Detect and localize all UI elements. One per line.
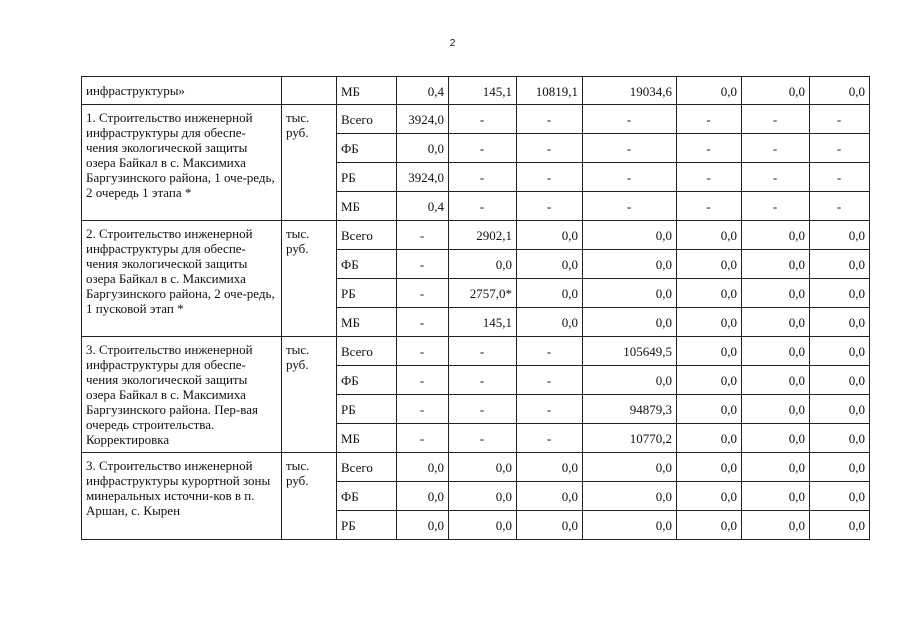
value-cell: 10770,2: [583, 424, 677, 453]
value-cell: 0,0: [517, 221, 583, 250]
project-name: инфраструктуры»: [82, 77, 282, 105]
value-cell: 0,0: [583, 250, 677, 279]
value-cell: 0,0: [583, 308, 677, 337]
table-row: [82, 105, 870, 134]
value-cell: 0,0: [517, 279, 583, 308]
value-cell: -: [517, 163, 583, 192]
project-name: 2. Строительство инженерной инфраструктуры для обеспе-чения экологической защиты озера Байкал в с. Максимиха Баргузинского района, 2 оче-редь, 1 пусковой этап *: [82, 221, 282, 337]
value-cell: -: [397, 308, 449, 337]
value-cell: 94879,3: [583, 395, 677, 424]
value-cell: -: [583, 105, 677, 134]
value-cell: 0,0: [742, 279, 810, 308]
value-cell: 0,0: [677, 221, 742, 250]
value-cell: -: [583, 163, 677, 192]
funding-source: ФБ: [337, 250, 397, 279]
table-row: [82, 221, 870, 250]
funding-source: РБ: [337, 279, 397, 308]
value-cell: -: [810, 192, 870, 221]
value-cell: 0,0: [449, 511, 517, 540]
value-cell: 2902,1: [449, 221, 517, 250]
value-cell: 0,0: [810, 221, 870, 250]
funding-source: РБ: [337, 395, 397, 424]
value-cell: 0,0: [742, 511, 810, 540]
table-row: [82, 337, 870, 366]
value-cell: 0,0: [677, 250, 742, 279]
value-cell: 2757,0*: [449, 279, 517, 308]
value-cell: 0,0: [742, 308, 810, 337]
value-cell: 0,0: [677, 482, 742, 511]
value-cell: 0,0: [517, 308, 583, 337]
funding-source: Всего: [337, 105, 397, 134]
value-cell: -: [449, 424, 517, 453]
funding-source: Всего: [337, 221, 397, 250]
funding-source: РБ: [337, 163, 397, 192]
value-cell: -: [517, 337, 583, 366]
funding-source: ФБ: [337, 482, 397, 511]
value-cell: -: [397, 250, 449, 279]
value-cell: -: [677, 105, 742, 134]
value-cell: 0,0: [583, 453, 677, 482]
value-cell: 0,0: [742, 77, 810, 105]
unit-cell: [282, 77, 337, 105]
value-cell: 0,0: [449, 250, 517, 279]
value-cell: -: [449, 366, 517, 395]
value-cell: -: [517, 395, 583, 424]
value-cell: -: [397, 424, 449, 453]
value-cell: 0,0: [810, 366, 870, 395]
table-row: [82, 77, 870, 105]
value-cell: -: [742, 134, 810, 163]
project-name: 3. Строительство инженерной инфраструктуры для обеспе-чения экологической защиты озера Байкал в с. Максимиха Баргузинского района. Пер-вая очередь строительства. Корректировка: [82, 337, 282, 453]
value-cell: -: [517, 192, 583, 221]
funding-source: МБ: [337, 308, 397, 337]
unit-cell: тыс. руб.: [282, 105, 337, 221]
value-cell: -: [583, 134, 677, 163]
value-cell: 0,0: [677, 453, 742, 482]
page-number: 2: [449, 38, 456, 49]
value-cell: -: [449, 134, 517, 163]
value-cell: -: [397, 395, 449, 424]
value-cell: 0,0: [810, 308, 870, 337]
value-cell: 0,0: [677, 337, 742, 366]
value-cell: 0,0: [742, 482, 810, 511]
funding-source: Всего: [337, 453, 397, 482]
value-cell: 0,0: [742, 453, 810, 482]
value-cell: 0,0: [583, 279, 677, 308]
value-cell: 0,0: [677, 77, 742, 105]
value-cell: -: [810, 134, 870, 163]
value-cell: -: [517, 424, 583, 453]
value-cell: -: [677, 192, 742, 221]
value-cell: -: [810, 105, 870, 134]
value-cell: 0,0: [517, 453, 583, 482]
value-cell: 0,0: [677, 424, 742, 453]
value-cell: 0,0: [810, 424, 870, 453]
value-cell: 3924,0: [397, 163, 449, 192]
value-cell: 0,0: [742, 366, 810, 395]
value-cell: 0,0: [397, 511, 449, 540]
value-cell: 0,0: [810, 511, 870, 540]
value-cell: -: [449, 395, 517, 424]
value-cell: 0,0: [810, 250, 870, 279]
funding-source: МБ: [337, 424, 397, 453]
value-cell: 0,4: [397, 77, 449, 105]
value-cell: 0,0: [677, 279, 742, 308]
table-body: [82, 77, 870, 540]
unit-cell: тыс. руб.: [282, 453, 337, 540]
value-cell: 0,0: [517, 511, 583, 540]
funding-source: МБ: [337, 192, 397, 221]
value-cell: 19034,6: [583, 77, 677, 105]
value-cell: 0,0: [810, 337, 870, 366]
unit-cell: тыс. руб.: [282, 221, 337, 337]
value-cell: 0,0: [742, 337, 810, 366]
value-cell: 0,0: [742, 221, 810, 250]
value-cell: 0,0: [810, 453, 870, 482]
value-cell: 0,0: [810, 482, 870, 511]
table-row: [82, 453, 870, 482]
value-cell: 0,0: [583, 511, 677, 540]
value-cell: -: [742, 105, 810, 134]
value-cell: -: [742, 192, 810, 221]
value-cell: 0,0: [810, 395, 870, 424]
value-cell: 0,0: [810, 77, 870, 105]
value-cell: 0,0: [583, 366, 677, 395]
value-cell: -: [583, 192, 677, 221]
value-cell: 0,0: [583, 482, 677, 511]
funding-table: [81, 76, 870, 540]
value-cell: 0,0: [583, 221, 677, 250]
value-cell: -: [449, 192, 517, 221]
value-cell: -: [397, 337, 449, 366]
value-cell: 0,0: [397, 482, 449, 511]
funding-source: МБ: [337, 77, 397, 105]
value-cell: 0,0: [677, 511, 742, 540]
value-cell: 0,0: [517, 250, 583, 279]
value-cell: 0,0: [517, 482, 583, 511]
value-cell: 0,4: [397, 192, 449, 221]
value-cell: -: [397, 221, 449, 250]
value-cell: 3924,0: [397, 105, 449, 134]
value-cell: 145,1: [449, 308, 517, 337]
value-cell: 0,0: [742, 395, 810, 424]
funding-source: ФБ: [337, 366, 397, 395]
value-cell: 0,0: [677, 366, 742, 395]
value-cell: 0,0: [742, 250, 810, 279]
value-cell: 0,0: [677, 395, 742, 424]
project-name: 3. Строительство инженерной инфраструктуры курортной зоны минеральных источни-ков в п. Аршан, с. Кырен: [82, 453, 282, 540]
value-cell: -: [677, 163, 742, 192]
value-cell: 0,0: [677, 308, 742, 337]
value-cell: 0,0: [397, 453, 449, 482]
funding-source: РБ: [337, 511, 397, 540]
value-cell: 105649,5: [583, 337, 677, 366]
funding-source: ФБ: [337, 134, 397, 163]
funding-source: Всего: [337, 337, 397, 366]
value-cell: -: [397, 366, 449, 395]
unit-cell: тыс. руб.: [282, 337, 337, 453]
value-cell: -: [449, 163, 517, 192]
value-cell: -: [810, 163, 870, 192]
project-name: 1. Строительство инженерной инфраструктуры для обеспе-чения экологической защиты озера Байкал в с. Максимиха Баргузинского района, 1 оче-редь, 2 очередь 1 этапа *: [82, 105, 282, 221]
value-cell: 145,1: [449, 77, 517, 105]
value-cell: 0,0: [742, 424, 810, 453]
value-cell: 0,0: [449, 482, 517, 511]
value-cell: -: [397, 279, 449, 308]
value-cell: 0,0: [449, 453, 517, 482]
value-cell: -: [517, 134, 583, 163]
value-cell: 0,0: [810, 279, 870, 308]
value-cell: -: [517, 366, 583, 395]
value-cell: -: [677, 134, 742, 163]
value-cell: -: [517, 105, 583, 134]
value-cell: 0,0: [397, 134, 449, 163]
value-cell: -: [449, 105, 517, 134]
value-cell: 10819,1: [517, 77, 583, 105]
value-cell: -: [742, 163, 810, 192]
value-cell: -: [449, 337, 517, 366]
